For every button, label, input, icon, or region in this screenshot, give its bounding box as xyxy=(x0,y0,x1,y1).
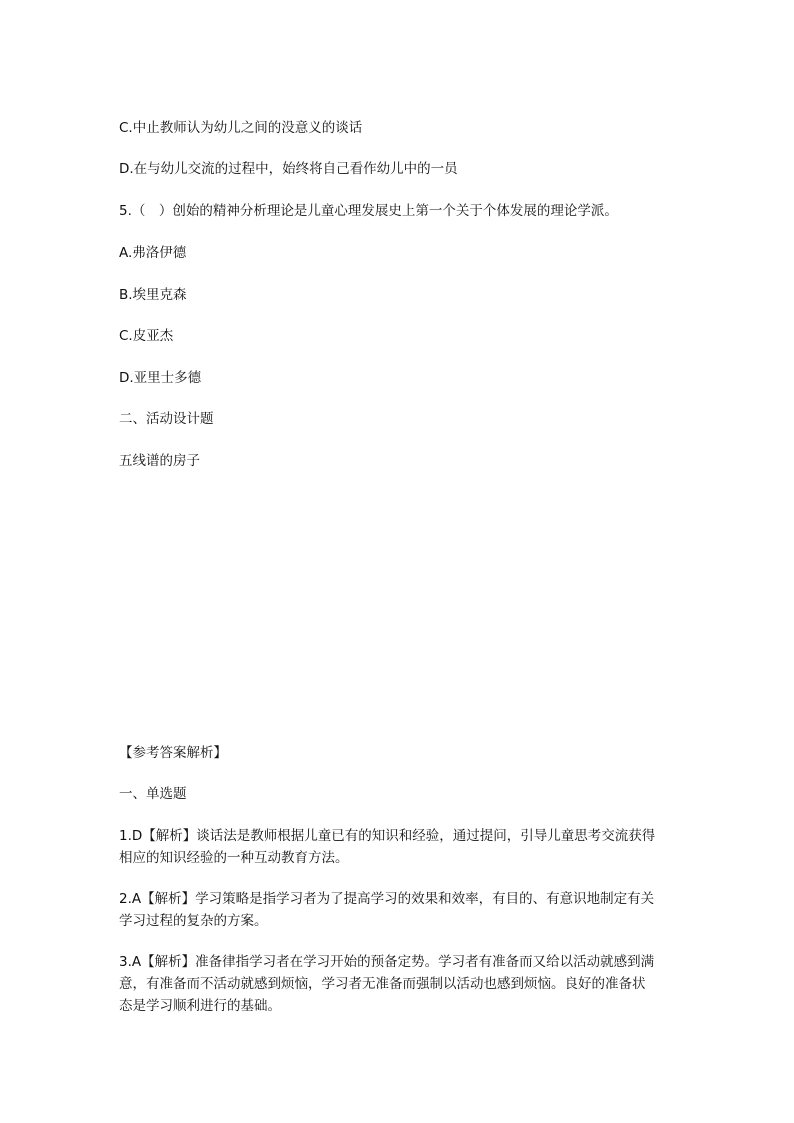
answer-2-line-2: 学习过程的复杂的方案。 xyxy=(119,913,268,929)
answer-3-line-3: 态是学习顺利进行的基础。 xyxy=(119,998,281,1014)
section2-title: 二、活动设计题 xyxy=(119,411,214,427)
answers-section1-title: 一、单选题 xyxy=(119,786,187,802)
answer-3 xyxy=(119,951,679,1017)
answer-2 xyxy=(119,888,679,932)
q4-option-c: C.中止教师认为幼儿之间的没意义的谈话 xyxy=(119,120,363,136)
q5-stem: 5.（ ）创始的精神分析理论是儿童心理发展史上第一个关于个体发展的理论学派。 xyxy=(119,203,618,219)
answer-2-line-1: 2.A【解析】学习策略是指学习者为了提高学习的效果和效率，有目的、有意识地制定有关 xyxy=(119,891,655,907)
answer-3-line-2: 意，有准备而不活动就感到烦恼，学习者无准备而强制以活动也感到烦恼。良好的准备状 xyxy=(119,976,646,992)
answer-1 xyxy=(119,825,679,869)
answer-1-line-1: 1.D【解析】谈话法是教师根据儿童已有的知识和经验，通过提问，引导儿童思考交流获得 xyxy=(119,828,656,844)
answer-3-line-1: 3.A【解析】准备律指学习者在学习开始的预备定势。学习者有准备而又给以活动就感到满 xyxy=(119,954,655,970)
answer-1-line-2: 相应的知识经验的一种互动教育方法。 xyxy=(119,850,349,866)
q5-option-d: D.亚里士多德 xyxy=(119,370,202,386)
q5-option-b: B.埃里克森 xyxy=(119,287,187,303)
q4-option-d: D.在与幼儿交流的过程中，始终将自己看作幼儿中的一员 xyxy=(119,161,458,177)
section2-topic: 五线谱的房子 xyxy=(119,453,200,469)
answers-header: 【参考答案解析】 xyxy=(119,745,227,761)
q5-option-a: A.弗洛伊德 xyxy=(119,245,187,261)
q5-option-c: C.皮亚杰 xyxy=(119,328,174,344)
